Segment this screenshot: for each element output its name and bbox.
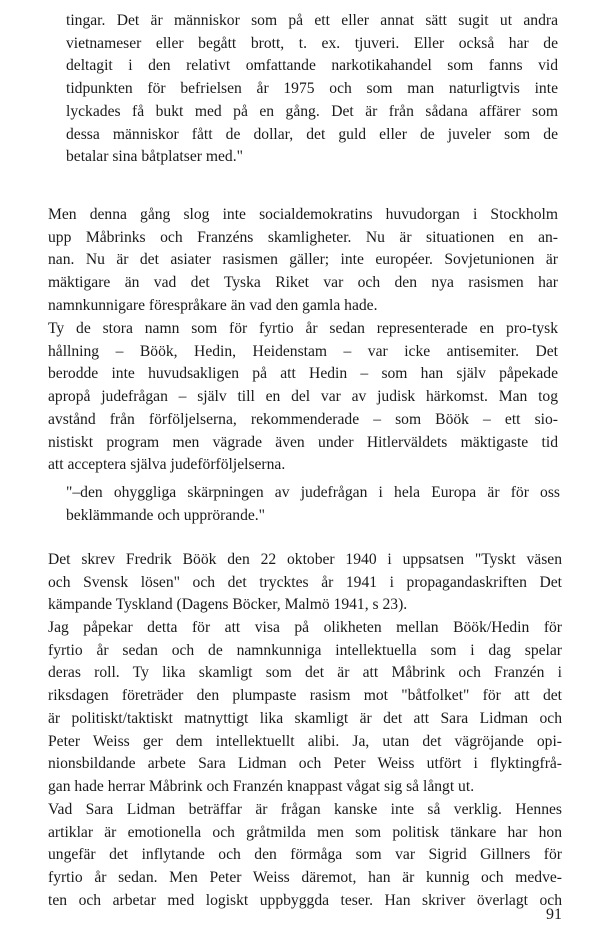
text-line: deltagit i den relativt omfattande narkotikahandel som fanns vid <box>66 57 558 75</box>
paragraph-lidman-weiss <box>48 799 562 913</box>
quote-block-bööök <box>66 482 560 527</box>
text-line: dessa människor fått de dollar, det guld eller de juveler som de <box>66 125 558 143</box>
text-line: ten och arbetar med logiskt uppbyggda teser. Han skriver överlagt och <box>48 891 562 909</box>
text-line: beklämmande och upprörande." <box>66 506 266 524</box>
text-line: tingar. Det är människor som på ett eller annat sätt sugit ut andra <box>66 12 558 29</box>
text-line: tidpunkten för befrielsen år 1975 och som man naturligtvis inte <box>66 80 558 98</box>
text-line: berodde inte huvudsakligen på att Hedin – som han själv påpekade <box>48 365 558 383</box>
text-line: ungefär det inflytande och den förmåga som var Sigrid Gillners för <box>48 846 562 864</box>
text-line: och Svensk lösen" och det trycktes år 1941 i propagandaskriften Det <box>48 573 562 591</box>
text-line: lyckades få bukt med på en gång. Det är från sådana affärer som <box>66 102 558 120</box>
text-line: fyrtio år sedan. Men Peter Weiss däremot, han är kunnig och medve- <box>48 869 562 887</box>
text-line: att acceptera själva judeförföljelserna. <box>48 456 286 474</box>
text-line: mäktigare än vad det Tyska Riket var och den nya rasismen har <box>48 274 558 292</box>
text-line: deras roll. Ty lika skamligt som det är att Måbrink och Franzén i <box>48 664 562 682</box>
text-line: avstånd från förföljelserna, rekommenderade – som Böök – ett sio- <box>48 410 558 428</box>
page-number: 91 <box>546 906 562 923</box>
text-line: riksdagen företräder den plumpaste rasism mot "båtfolket" för att det <box>48 687 562 705</box>
text-line: upp Måbrinks och Franzéns skamligheter. Nu är situationen en an- <box>48 228 558 246</box>
paragraph-big-names <box>48 318 558 477</box>
text-line: kämpande Tyskland (Dagens Böcker, Malmö 1941, s 23). <box>48 596 408 614</box>
paragraph-comparison <box>48 617 562 799</box>
text-line: Jag påpekar detta för att visa på olikheten mellan Böök/Hedin för <box>48 619 562 636</box>
text-line: nionsbildande arbete Sara Lidman och Peter Weiss utfört i flyktingfrå- <box>48 755 562 773</box>
text-line: Men denna gång slog inte socialdemokratins huvudorgan i Stockholm <box>48 206 558 223</box>
text-line: artiklar är emotionella och gråtmilda men som politisk tänkare har hon <box>48 823 562 841</box>
paragraph-social-democrats <box>48 204 558 318</box>
text-line: Det skrev Fredrik Böök den 22 oktober 1940 i uppsatsen "Tyskt väsen <box>48 551 562 568</box>
text-line: namnkunnigare förespråkare än vad den gamla hade. <box>48 296 378 314</box>
text-line: nan. Nu är det asiater rasismen gäller; inte européer. Sovjetunionen är <box>48 251 558 269</box>
quote-block-refugees <box>66 10 558 169</box>
text-line: gan hade herrar Måbrink och Franzén knappast vågat sig så långt ut. <box>48 777 475 795</box>
text-line: Ty de stora namn som för fyrtio år sedan representerade en pro-tysk <box>48 320 558 337</box>
text-line: hållning – Böök, Hedin, Heidenstam – var icke antisemiter. Det <box>48 342 558 360</box>
text-line: "–den ohyggliga skärpningen av judefrågan i hela Europa är för oss <box>66 484 560 501</box>
text-line: vietnameser eller begått brott, t. ex. tjuveri. Eller också har de <box>66 34 558 52</box>
text-line: apropå judefrågan – själv till en del var av judisk härkomst. Man tog <box>48 388 558 406</box>
text-line: är politiskt/taktiskt matnyttigt lika skamligt är det att Sara Lidman och <box>48 709 562 727</box>
text-line: Vad Sara Lidman beträffar är frågan kanske inte så verklig. Hennes <box>48 801 562 818</box>
text-line: Peter Weiss ger dem intellektuellt alibi. Ja, utan det vägröjande opi- <box>48 732 562 750</box>
text-line: nistiskt program men vägrade även under Hitlerväldets mäktigaste tid <box>48 433 558 451</box>
paragraph-citation <box>48 549 562 617</box>
text-line: betalar sina båtplatser med." <box>66 148 243 166</box>
text-line: fyrtio år sedan och de namnkunniga intellektuella som i dag spelar <box>48 641 562 659</box>
